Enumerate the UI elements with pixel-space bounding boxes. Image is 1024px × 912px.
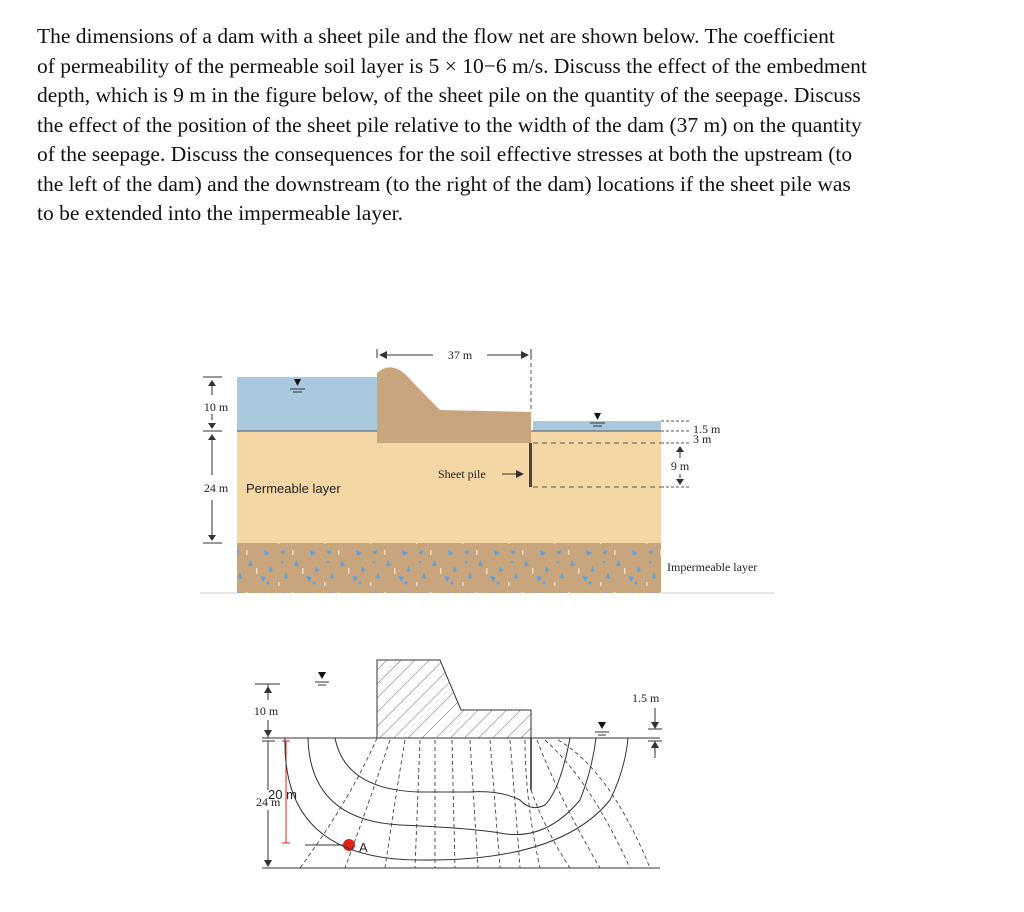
flow-lines (285, 738, 628, 860)
downstream-depth-label: 1.5 m (693, 422, 721, 436)
impermeable-layer-label: Impermeable layer (667, 560, 758, 574)
sheet-pile-label: Sheet pile (438, 467, 486, 481)
point-a-label: A (359, 840, 368, 855)
flow-net-thickness-label: 24 m (256, 795, 281, 809)
flow-net-upstream-depth-label: 10 m (253, 704, 279, 718)
pile-embedment-label: 9 m (670, 459, 690, 473)
upstream-depth-label: 10 m (203, 400, 229, 414)
question-line: depth, which is 9 m in the figure below, of the sheet pile on the quantity of the seepage. Discuss (37, 83, 861, 107)
sheet-pile (529, 443, 532, 487)
question-line: the left of the dam) and the downstream (to the right of the dam) locations if the sheet pile was (37, 171, 851, 196)
permeable-thickness-label: 24 m (203, 481, 229, 495)
depth-to-A-label: 20 m (268, 787, 297, 802)
question-line: to be extended into the impermeable layer. (37, 201, 403, 225)
upstream-water (237, 377, 380, 431)
question-line: the effect of the position of the sheet pile relative to the width of the dam (37 m) on the quantity (37, 112, 862, 137)
permeable-layer-label: Permeable layer (246, 481, 341, 496)
dam-body (377, 367, 531, 443)
pile-offset-label: 3 m (693, 432, 712, 446)
flow-net-dam (377, 660, 531, 738)
question-line: of the seepage. Discuss the consequences for the soil effective stresses at both the upstream (to (37, 142, 853, 166)
equipotential-lines (300, 738, 650, 868)
impermeable-rock (237, 543, 661, 593)
question-line: The dimensions of a dam with a sheet pile and the flow net are shown below. The coefficient (37, 24, 835, 48)
flow-net-downstream-depth-label: 1.5 m (632, 691, 660, 705)
dam-width-label: 37 m (447, 348, 473, 362)
question-line: of permeability of the permeable soil layer is 5 × 10−6 m/s. Discuss the effect of the embedment (37, 53, 867, 78)
